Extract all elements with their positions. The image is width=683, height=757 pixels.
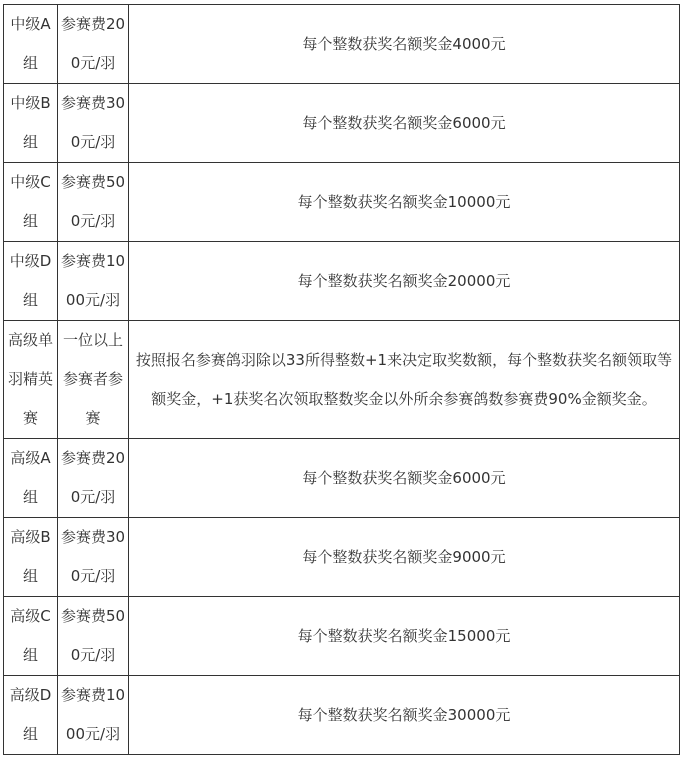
prize-table <box>3 4 680 755</box>
prize-cell: 每个整数获奖名额奖金9000元 <box>129 518 680 597</box>
table-row <box>4 163 680 242</box>
group-cell: 中级D组 <box>4 242 58 321</box>
prize-cell: 按照报名参赛鸽羽除以33所得整数+1来决定取奖数额，每个整数获奖名额领取等额奖金，+1获奖名次领取整数奖金以外所余参赛鸽数参赛费90%金额奖金。 <box>129 321 680 439</box>
group-cell: 高级A组 <box>4 439 58 518</box>
prize-cell: 每个整数获奖名额奖金10000元 <box>129 163 680 242</box>
group-cell: 高级D组 <box>4 676 58 755</box>
table-row <box>4 597 680 676</box>
fee-cell: 参赛费300元/羽 <box>58 518 129 597</box>
fee-cell: 参赛费300元/羽 <box>58 84 129 163</box>
fee-cell: 一位以上参赛者参赛 <box>58 321 129 439</box>
table-row <box>4 84 680 163</box>
table-row <box>4 242 680 321</box>
table-row <box>4 5 680 84</box>
prize-cell: 每个整数获奖名额奖金4000元 <box>129 5 680 84</box>
group-cell: 中级A组 <box>4 5 58 84</box>
prize-cell: 每个整数获奖名额奖金15000元 <box>129 597 680 676</box>
table-row <box>4 676 680 755</box>
fee-cell: 参赛费500元/羽 <box>58 163 129 242</box>
fee-cell: 参赛费200元/羽 <box>58 5 129 84</box>
fee-cell: 参赛费200元/羽 <box>58 439 129 518</box>
table-row <box>4 439 680 518</box>
group-cell: 高级B组 <box>4 518 58 597</box>
table-row <box>4 321 680 439</box>
group-cell: 中级C组 <box>4 163 58 242</box>
prize-cell: 每个整数获奖名额奖金20000元 <box>129 242 680 321</box>
fee-cell: 参赛费1000元/羽 <box>58 242 129 321</box>
prize-cell: 每个整数获奖名额奖金6000元 <box>129 439 680 518</box>
group-cell: 高级C组 <box>4 597 58 676</box>
prize-cell: 每个整数获奖名额奖金6000元 <box>129 84 680 163</box>
prize-cell: 每个整数获奖名额奖金30000元 <box>129 676 680 755</box>
group-cell: 高级单羽精英赛 <box>4 321 58 439</box>
fee-cell: 参赛费1000元/羽 <box>58 676 129 755</box>
table-row <box>4 518 680 597</box>
fee-cell: 参赛费500元/羽 <box>58 597 129 676</box>
group-cell: 中级B组 <box>4 84 58 163</box>
